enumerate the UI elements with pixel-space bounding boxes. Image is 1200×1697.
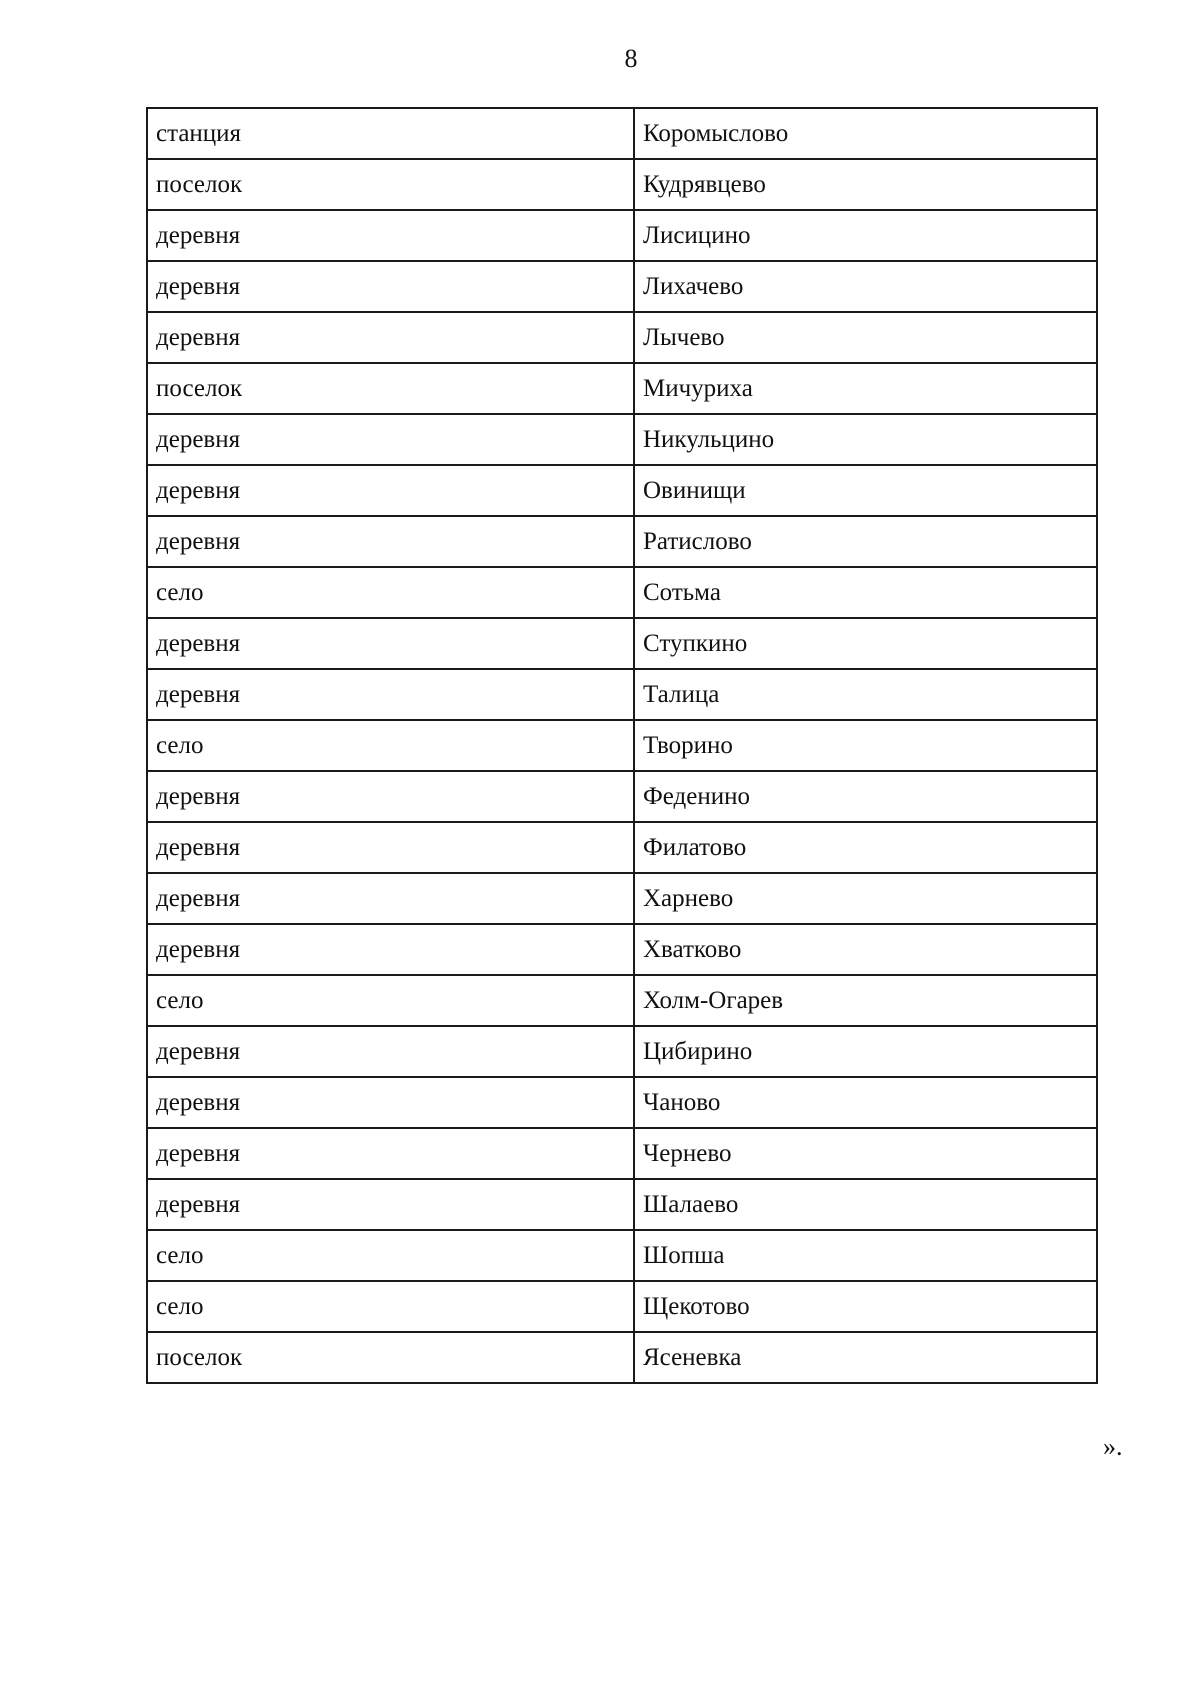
- table-row: [147, 414, 1097, 465]
- settlement-name-cell: Коромыслово: [634, 108, 1097, 159]
- settlement-type-cell: село: [147, 1281, 634, 1332]
- table-row: [147, 261, 1097, 312]
- settlement-name-cell: Феденино: [634, 771, 1097, 822]
- settlement-name-cell: Лычево: [634, 312, 1097, 363]
- settlement-type-cell: поселок: [147, 159, 634, 210]
- settlement-type-cell: деревня: [147, 516, 634, 567]
- settlement-name-cell: Ясеневка: [634, 1332, 1097, 1383]
- settlement-type-cell: деревня: [147, 1179, 634, 1230]
- settlement-name-cell: Творино: [634, 720, 1097, 771]
- settlement-table-body: [147, 108, 1097, 1383]
- settlement-name-cell: Хватково: [634, 924, 1097, 975]
- table-row: [147, 720, 1097, 771]
- table-row: [147, 567, 1097, 618]
- table-row: [147, 465, 1097, 516]
- settlement-type-cell: деревня: [147, 669, 634, 720]
- settlement-name-cell: Шопша: [634, 1230, 1097, 1281]
- settlement-name-cell: Холм-Огарев: [634, 975, 1097, 1026]
- table-row: [147, 1281, 1097, 1332]
- settlement-name-cell: Шалаево: [634, 1179, 1097, 1230]
- table-row: [147, 822, 1097, 873]
- settlement-name-cell: Лихачево: [634, 261, 1097, 312]
- table-row: [147, 363, 1097, 414]
- table-row: [147, 669, 1097, 720]
- table-row: [147, 1026, 1097, 1077]
- settlement-type-cell: деревня: [147, 1077, 634, 1128]
- settlement-name-cell: Овинищи: [634, 465, 1097, 516]
- table-row: [147, 618, 1097, 669]
- table-row: [147, 159, 1097, 210]
- settlement-type-cell: деревня: [147, 822, 634, 873]
- settlement-table: [146, 107, 1098, 1384]
- settlement-name-cell: Лисицино: [634, 210, 1097, 261]
- settlement-name-cell: Мичуриха: [634, 363, 1097, 414]
- table-row: [147, 312, 1097, 363]
- table-row: [147, 1332, 1097, 1383]
- settlement-type-cell: деревня: [147, 1026, 634, 1077]
- settlement-type-cell: деревня: [147, 210, 634, 261]
- settlement-name-cell: Талица: [634, 669, 1097, 720]
- settlement-name-cell: Чернево: [634, 1128, 1097, 1179]
- table-row: [147, 1077, 1097, 1128]
- closing-quote-mark: ».: [1103, 1432, 1123, 1461]
- table-row: [147, 975, 1097, 1026]
- settlement-type-cell: деревня: [147, 465, 634, 516]
- settlement-type-cell: деревня: [147, 924, 634, 975]
- settlement-name-cell: Щекотово: [634, 1281, 1097, 1332]
- settlement-name-cell: Филатово: [634, 822, 1097, 873]
- settlement-type-cell: деревня: [147, 1128, 634, 1179]
- settlement-type-cell: село: [147, 1230, 634, 1281]
- settlement-name-cell: Харнево: [634, 873, 1097, 924]
- settlement-type-cell: село: [147, 567, 634, 618]
- settlement-name-cell: Цибирино: [634, 1026, 1097, 1077]
- settlement-name-cell: Никульцино: [634, 414, 1097, 465]
- settlement-type-cell: деревня: [147, 873, 634, 924]
- settlement-type-cell: поселок: [147, 363, 634, 414]
- settlement-name-cell: Кудрявцево: [634, 159, 1097, 210]
- table-row: [147, 771, 1097, 822]
- settlement-type-cell: село: [147, 720, 634, 771]
- settlement-name-cell: Сотьма: [634, 567, 1097, 618]
- settlement-type-cell: деревня: [147, 771, 634, 822]
- settlement-type-cell: село: [147, 975, 634, 1026]
- settlement-type-cell: станция: [147, 108, 634, 159]
- settlement-type-cell: деревня: [147, 312, 634, 363]
- settlement-name-cell: Ратислово: [634, 516, 1097, 567]
- table-row: [147, 1179, 1097, 1230]
- settlement-type-cell: поселок: [147, 1332, 634, 1383]
- settlement-name-cell: Ступкино: [634, 618, 1097, 669]
- table-row: [147, 1230, 1097, 1281]
- table-row: [147, 1128, 1097, 1179]
- settlement-type-cell: деревня: [147, 414, 634, 465]
- table-row: [147, 210, 1097, 261]
- settlement-type-cell: деревня: [147, 261, 634, 312]
- table-row: [147, 924, 1097, 975]
- settlement-name-cell: Чаново: [634, 1077, 1097, 1128]
- table-row: [147, 873, 1097, 924]
- table-row: [147, 516, 1097, 567]
- page-number: 8: [624, 44, 638, 73]
- table-row: [147, 108, 1097, 159]
- settlement-type-cell: деревня: [147, 618, 634, 669]
